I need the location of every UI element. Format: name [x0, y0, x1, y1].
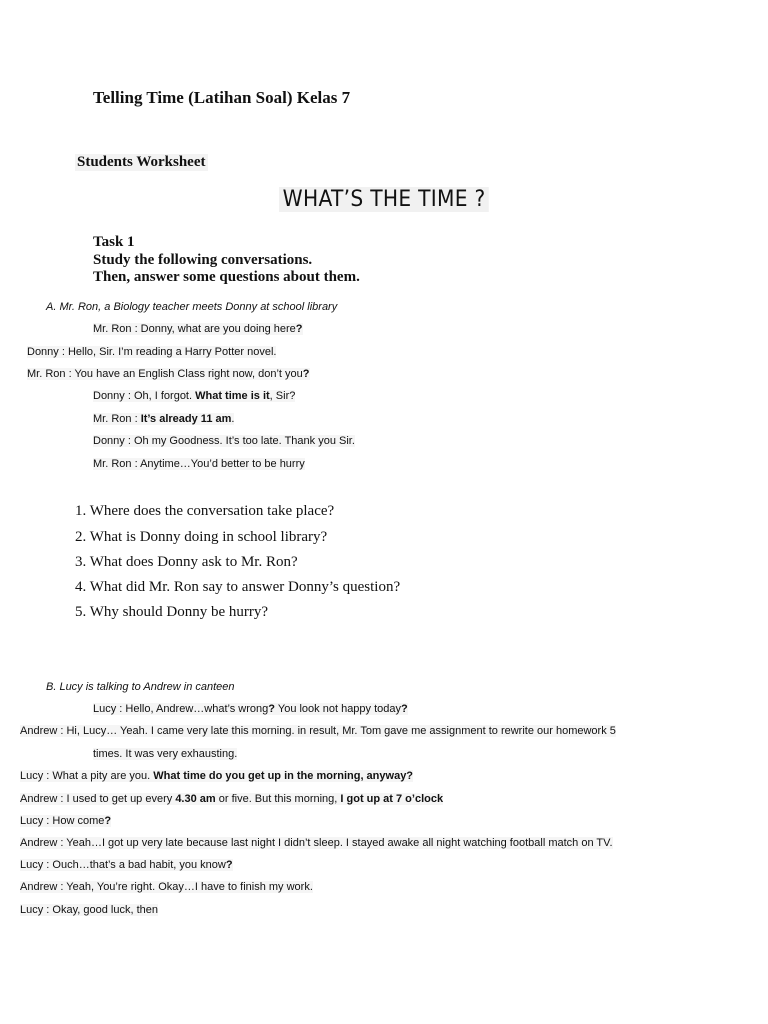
page-heading: WHAT’S THE TIME ? — [279, 187, 489, 212]
section-b-label: B. Lucy is talking to Andrew in canteen — [46, 681, 235, 693]
conversation-line: Mr. Ron : It’s already 11 am. — [93, 413, 235, 425]
question-item: 1. Where does the conversation take place? — [75, 503, 335, 519]
question-item: 3. What does Donny ask to Mr. Ron? — [75, 554, 298, 570]
question-item: 2. What is Donny doing in school library? — [75, 529, 328, 545]
task-block — [93, 234, 360, 287]
conversation-line: Mr. Ron : Anytime…You’d better to be hurry — [93, 458, 305, 470]
conversation-line: Mr. Ron : You have an English Class right now, don’t you? — [27, 368, 310, 380]
conversation-line: Donny : Hello, Sir. I’m reading a Harry Potter novel. — [27, 346, 277, 358]
section-a-label: A. Mr. Ron, a Biology teacher meets Donny at school library — [46, 301, 338, 313]
task-instruction-2: Then, answer some questions about them. — [93, 269, 360, 285]
conversation-line: times. It was very exhausting. — [93, 748, 238, 760]
conversation-line: Mr. Ron : Donny, what are you doing here? — [93, 323, 303, 335]
conversation-line: Lucy : What a pity are you. What time do you get up in the morning, anyway? — [20, 770, 414, 782]
conversation-line: Andrew : Hi, Lucy… Yeah. I came very late this morning. in result, Mr. Tom gave me assignment to rewrite our homework 5 — [20, 725, 616, 737]
task-instruction-1: Study the following conversations. — [93, 251, 313, 268]
conversation-line: Lucy : How come? — [20, 815, 112, 827]
worksheet-label: Students Worksheet — [77, 154, 206, 170]
conversation-line: Andrew : I used to get up every 4.30 am or five. But this morning, I got up at 7 o’clock — [20, 793, 444, 805]
conversation-line: Lucy : Ouch…that’s a bad habit, you know? — [20, 859, 233, 871]
question-item: 4. What did Mr. Ron say to answer Donny’s question? — [75, 579, 401, 595]
document-title: Telling Time (Latihan Soal) Kelas 7 — [93, 88, 351, 107]
question-item: 5. Why should Donny be hurry? — [75, 604, 269, 620]
conversation-line: Lucy : Okay, good luck, then — [20, 904, 158, 916]
task-label: Task 1 — [93, 234, 135, 250]
conversation-line: Lucy : Hello, Andrew…what’s wrong? You look not happy today? — [93, 703, 408, 715]
conversation-line: Andrew : Yeah, You’re right. Okay…I have to finish my work. — [20, 881, 313, 893]
conversation-line: Andrew : Yeah…I got up very late because last night I didn’t sleep. I stayed awake all night watching football match on TV. — [20, 837, 613, 849]
conversation-line: Donny : Oh my Goodness. It’s too late. Thank you Sir. — [93, 435, 355, 447]
conversation-line: Donny : Oh, I forgot. What time is it, Sir? — [93, 390, 296, 402]
